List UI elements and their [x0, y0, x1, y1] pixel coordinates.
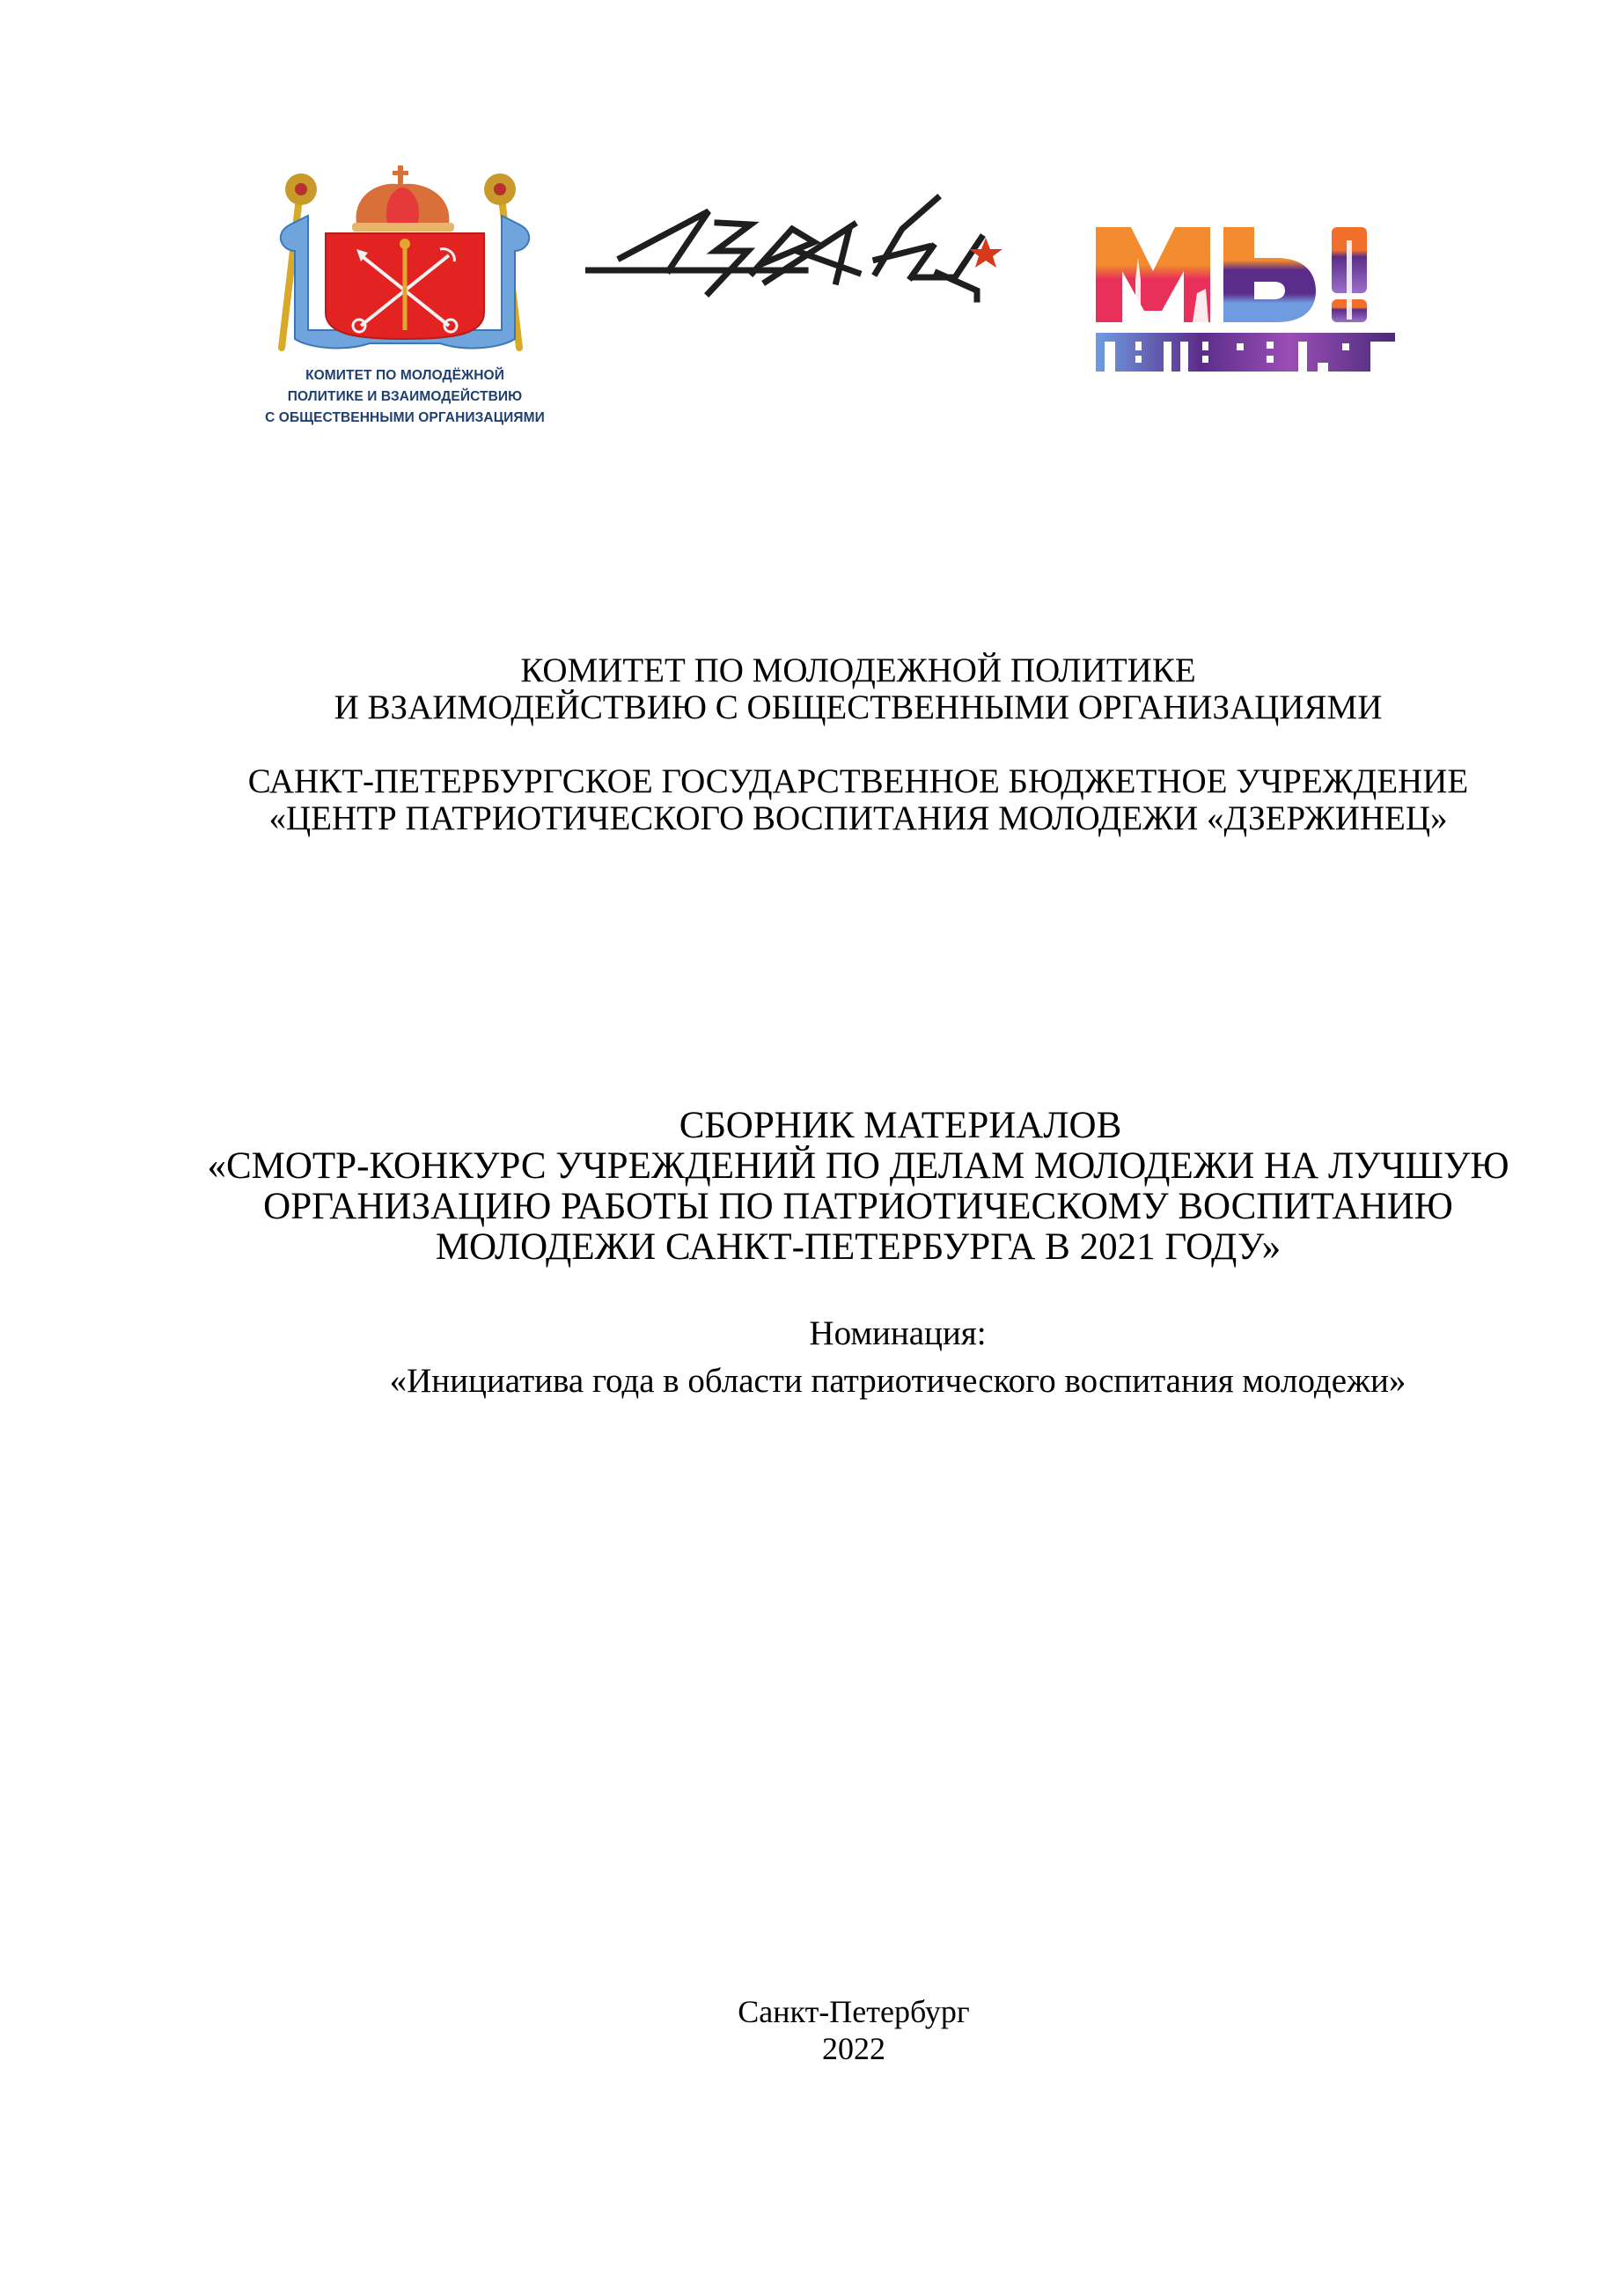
institution-header-line: «ЦЕНТР ПАТРИОТИЧЕСКОГО ВОСПИТАНИЯ МОЛОДЕЖИ «ДЗЕРЖИНЕЦ»: [268, 799, 1448, 837]
committee-header-line: И ВЗАИМОДЕЙСТВИЮ С ОБЩЕСТВЕННЫМИ ОРГАНИЗАЦИЯМИ: [334, 688, 1383, 726]
document-title-line: «СМОТР-КОНКУРС УЧРЕЖДЕНИЙ ПО ДЕЛАМ МОЛОДЕЖИ НА ЛУЧШУЮ: [207, 1145, 1509, 1187]
dzerzhinets-script-logo-icon: [585, 189, 1008, 321]
caption-line: ПОЛИТИКЕ И ВЗАИМОДЕЙСТВИЮ: [287, 389, 523, 404]
document-title-line: СБОРНИК МАТЕРИАЛОВ: [679, 1105, 1122, 1146]
committee-header: [185, 652, 1531, 726]
institution-header-line: САНКТ-ПЕТЕРБУРГСКОЕ ГОСУДАРСТВЕННОЕ БЮДЖЕТНОЕ УЧРЕЖДЕНИЕ: [247, 762, 1469, 800]
dzerzhinets-logo: [585, 189, 1008, 321]
my-peterburg-logo: [1087, 210, 1404, 377]
nomination: [330, 1310, 1465, 1405]
my-peterburg-logo-icon: [1087, 210, 1404, 377]
committee-logo: [264, 163, 546, 436]
document-title: [185, 1106, 1531, 1268]
institution-header: [185, 763, 1531, 837]
committee-logo-caption: [246, 365, 563, 429]
caption-line: С ОБЩЕСТВЕННЫМИ ОРГАНИЗАЦИЯМИ: [265, 410, 545, 425]
caption-line: КОМИТЕТ ПО МОЛОДЁЖНОЙ: [305, 368, 504, 383]
footer-year: 2022: [822, 2031, 885, 2066]
document-title-line: ОРГАНИЗАЦИЮ РАБОТЫ ПО ПАТРИОТИЧЕСКОМУ ВОСПИТАНИЮ: [263, 1186, 1453, 1227]
committee-header-line: КОМИТЕТ ПО МОЛОДЕЖНОЙ ПОЛИТИКЕ: [520, 651, 1196, 689]
st-petersburg-coat-of-arms-icon: [264, 163, 546, 361]
footer-city: Санкт-Петербург: [738, 1994, 970, 2029]
footer: [687, 1993, 1021, 2067]
nomination-value: «Инициатива года в области патриотического воспитания молодежи»: [389, 1362, 1406, 1400]
nomination-label: Номинация:: [809, 1314, 987, 1352]
document-title-line: МОЛОДЕЖИ САНКТ-ПЕТЕРБУРГА В 2021 ГОДУ»: [435, 1226, 1282, 1268]
